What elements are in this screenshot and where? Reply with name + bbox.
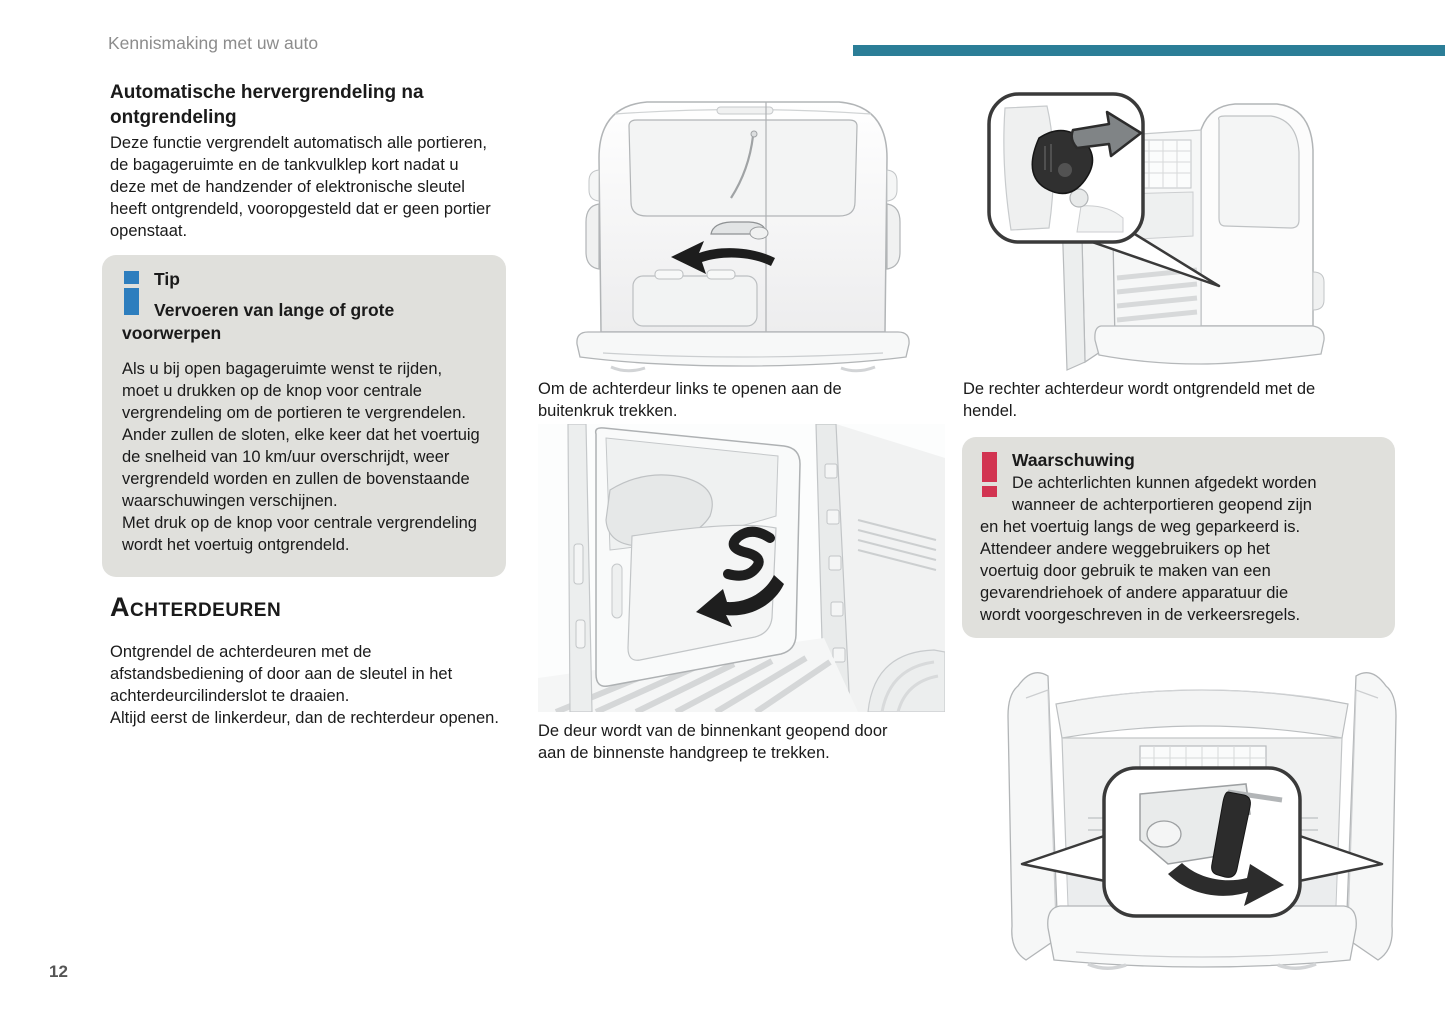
tip-body-1: Als u bij open bagageruimte wenst te rijden, moet u drukken op de knop voor centrale vergrendeling om de portieren te vergrendelen. Ander zullen de sloten, elke keer dat het voertuig de snelheid van 10 km/uur overschrijdt, weer vergrendeld worden en zullen de bovenstaande waarschuwingen verschijnen. — [122, 360, 480, 510]
section-heading-relock: Automatische hervergrendeling na ontgrendeling — [110, 82, 424, 128]
rear-doors-paragraph-1: Ontgrendel de achterdeuren met de afstandsbediening of door aan de sleutel in het achterdeurcilinderslot te draaien. — [110, 643, 453, 705]
rear-doors-paragraph-2: Altijd eerst de linkerdeur, dan de rechterdeur openen. — [110, 709, 499, 727]
page-number: 12 — [49, 962, 68, 981]
tip-title: Tip — [154, 269, 180, 289]
rear-door-inside-drawing — [538, 424, 945, 712]
accent-bar — [853, 45, 1445, 56]
warning-box — [962, 437, 1395, 638]
figure-van-rear-exterior — [541, 86, 945, 374]
right-rear-door-handle-drawing — [961, 86, 1395, 374]
figure-rear-door-inside — [538, 424, 945, 712]
figure2-caption: De deur wordt van de binnenkant geopend door aan de binnenste handgreep te trekken. — [538, 722, 888, 762]
section-heading-rear-doors: Achterdeuren — [110, 592, 282, 622]
section-body-rear-doors — [110, 641, 502, 729]
tip-subtitle: Vervoeren van lange of grote voorwerpen — [122, 300, 395, 343]
van-rear-exterior-drawing — [541, 86, 945, 374]
figure1-caption: Om de achterdeur links te openen aan de buitenkruk trekken. — [538, 380, 842, 420]
info-icon — [124, 271, 141, 315]
rear-doors-open-latch-drawing — [992, 642, 1412, 974]
warning-title: Waarschuwing — [1012, 450, 1135, 470]
figure-right-door-handle — [961, 86, 1395, 374]
section-body-relock: Deze functie vergrendelt automatisch alle portieren, de bagageruimte en de tankvulklep kort nadat u deze met de handzender of elektronische sleutel heeft ontgrendeld, vooropgesteld dat er geen portier openstaat. — [110, 134, 491, 240]
figure-rear-doors-open-latch — [992, 642, 1412, 974]
warning-icon — [982, 452, 999, 497]
tip-box — [102, 255, 506, 577]
tip-body-2: Met druk op de knop voor centrale vergrendeling wordt het voertuig ontgrendeld. — [122, 514, 477, 554]
warning-body: De achterlichten kunnen afgedekt worden wanneer de achterportieren geopend zijn en het voertuig langs de weg geparkeerd is. Attendeer andere weggebruikers op het voertuig door gebruik te maken van een gevarendriehoek of andere apparatuur die wordt voorgeschreven in de verkeersregels. — [980, 474, 1317, 624]
page-header-title: Kennismaking met uw auto — [108, 33, 319, 53]
figure3-caption: De rechter achterdeur wordt ontgrendeld met de hendel. — [963, 380, 1316, 420]
